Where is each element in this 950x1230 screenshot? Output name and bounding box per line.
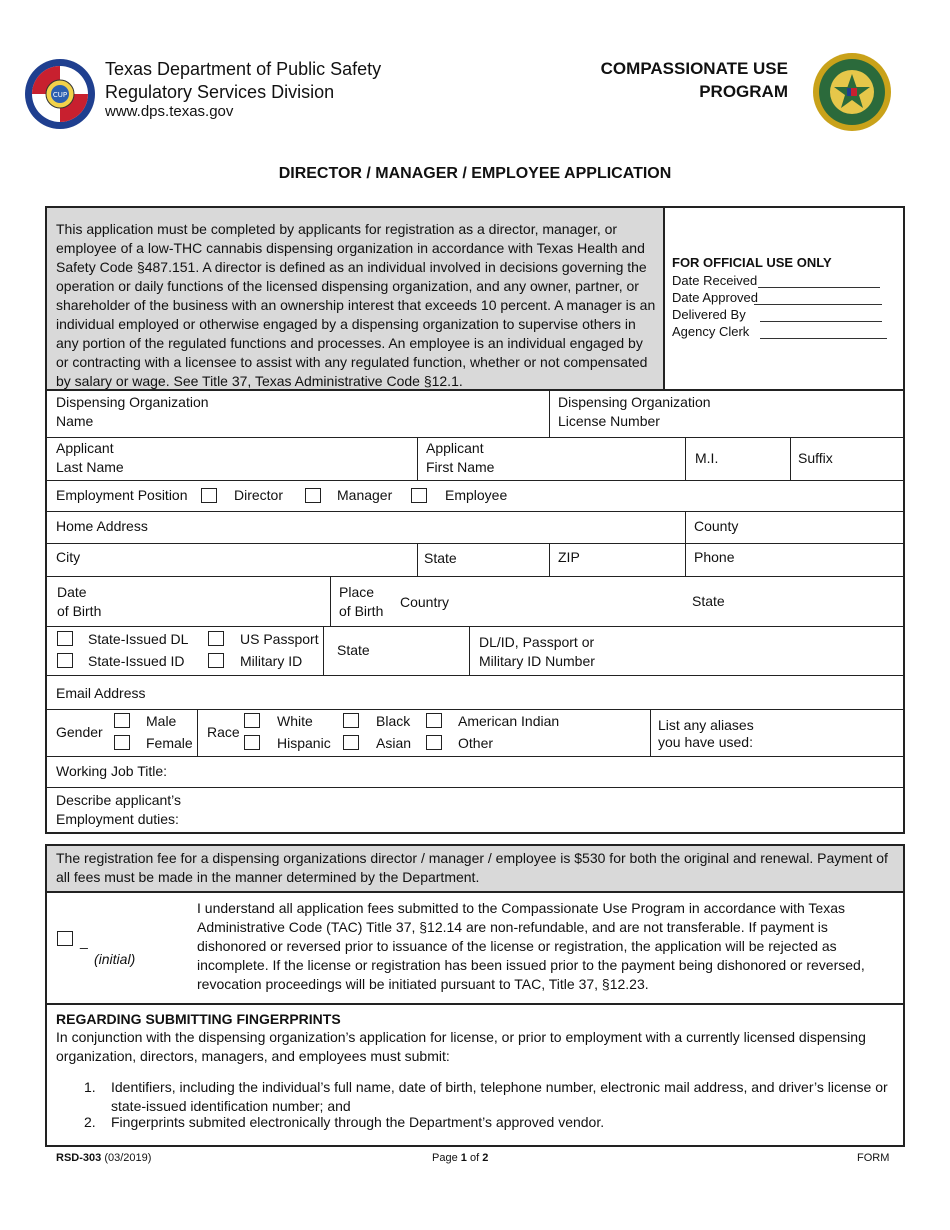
asian-checkbox[interactable] — [343, 735, 359, 750]
first-name-label-1: Applicant — [426, 440, 484, 456]
pob-state-label: State — [692, 593, 725, 609]
country-label: Country — [400, 594, 450, 610]
date-approved-label: Date Approved — [672, 290, 759, 305]
home-address-label: Home Address — [56, 518, 148, 534]
last-name-label-1: Applicant — [56, 440, 114, 456]
director-checkbox[interactable] — [201, 488, 217, 503]
form-label: FORM — [857, 1152, 890, 1164]
manager-label: Manager — [337, 487, 393, 503]
city-label: City — [56, 549, 81, 565]
employee-label: Employee — [445, 487, 508, 503]
other-race-label: Other — [458, 735, 494, 751]
black-checkbox[interactable] — [343, 713, 359, 728]
agency-name: Texas Department of Public Safety — [105, 59, 382, 79]
state-dl-checkbox[interactable] — [57, 631, 73, 646]
state-label: State — [424, 550, 457, 566]
us-passport-checkbox[interactable] — [208, 631, 224, 646]
male-label: Male — [146, 713, 177, 729]
fee-acknowledgement-text: I understand all application fees submitted to the Compassionate Use Program in accordance with Texas Administrative Code (TAC) Title 37, §12.14 are non-refundable, and are not transferable. If payment is dishonored or reversed prior to issuance of the license or registration, the application will be rejected as incomplete. If the license or registration has been issued prior to the payment being dishonored or reversed, revocation proceedings will be initiated pursuant to TAC, Title 37, §12.23. — [197, 900, 865, 992]
delivered-by-label: Delivered By — [672, 307, 746, 322]
white-checkbox[interactable] — [244, 713, 260, 728]
pob-label-2: of Birth — [339, 603, 384, 619]
org-license-label-1: Dispensing Organization — [558, 394, 711, 410]
military-id-label: Military ID — [240, 653, 303, 669]
fee-acknowledgement-checkbox[interactable] — [57, 931, 73, 946]
form-title: DIRECTOR / MANAGER / EMPLOYEE APPLICATION — [278, 165, 672, 182]
white-label: White — [277, 713, 313, 729]
asian-label: Asian — [376, 735, 412, 751]
division-name: Regulatory Services Division — [105, 82, 335, 102]
fee-notice: The registration fee for a dispensing organizations director / manager / employee is $530 for both the original and renewal. Payment of all fees must be made in the manner determined by the Department. — [56, 850, 888, 885]
id-number-label-2: Military ID Number — [479, 653, 595, 669]
last-name-label-2: Last Name — [56, 459, 124, 475]
form-id: RSD-303 (03/2019) — [56, 1152, 152, 1164]
director-label: Director — [234, 487, 284, 503]
employment-position-label: Employment Position — [56, 487, 188, 503]
fingerprint-item-2-number: 2. — [84, 1114, 96, 1130]
pob-label-1: Place — [339, 584, 375, 600]
state-id-label: State-Issued ID — [88, 653, 185, 669]
fingerprints-intro: In conjunction with the dispensing organization’s application for license, or prior to employment with a currently licensed dispensing organization, directors, managers, and employees must submit: — [56, 1029, 866, 1064]
org-name-label-2: Name — [56, 413, 94, 429]
suffix-label: Suffix — [798, 450, 833, 466]
org-license-label-2: License Number — [558, 413, 660, 429]
initial-blank[interactable]: _ — [80, 933, 88, 949]
intro-paragraph: This application must be completed by applicants for registration as a director, manager, or employee of a low-THC cannabis dispensing organization in accordance with Texas Health and Safety Code §487.151. A director is defined as an individual involved in decisions governing the operation or daily functions of the licensed dispensing organization, and any owner, partner, or shareholder of the business with an ownership interest that exceeds 10 percent. A manager is an individual employed or otherwise engaged by a dispensing organization to supervise others in any portion of the regulated functions and processes. An employee is an individual engaged by or contracting with a licensee to assist with any regulated function, whether or not compensated by salary or wage. See Title 37, Texas Administrative Code §12.1. — [56, 221, 656, 389]
fingerprints-heading: REGARDING SUBMITTING FINGERPRINTS — [56, 1011, 341, 1027]
job-title-label: Working Job Title: — [56, 763, 168, 779]
first-name-label-2: First Name — [426, 459, 495, 475]
id-number-label-1: DL/ID, Passport or — [479, 634, 595, 650]
org-name-label-1: Dispensing Organization — [56, 394, 209, 410]
manager-checkbox[interactable] — [305, 488, 321, 503]
american-indian-label: American Indian — [458, 713, 560, 729]
hispanic-label: Hispanic — [277, 735, 331, 751]
county-label: County — [694, 518, 739, 534]
military-id-checkbox[interactable] — [208, 653, 224, 668]
hispanic-checkbox[interactable] — [244, 735, 260, 750]
official-use-heading: FOR OFFICIAL USE ONLY — [672, 255, 832, 270]
female-checkbox[interactable] — [114, 735, 130, 750]
black-label: Black — [376, 713, 411, 729]
aliases-label-1: List any aliases — [658, 717, 754, 733]
us-passport-label: US Passport — [240, 631, 319, 647]
dob-label-1: Date — [57, 584, 87, 600]
initial-label: (initial) — [94, 951, 136, 967]
svg-text:CUP: CUP — [52, 91, 68, 99]
mi-label: M.I. — [695, 450, 719, 466]
gender-label: Gender — [56, 724, 103, 740]
aliases-label-2: you have used: — [658, 734, 753, 750]
employee-checkbox[interactable] — [411, 488, 427, 503]
dps-seal-logo — [812, 52, 892, 132]
email-field[interactable] — [47, 676, 903, 709]
phone-label: Phone — [694, 549, 735, 565]
job-title-field[interactable] — [47, 757, 903, 787]
date-received-label: Date Received — [672, 273, 758, 288]
program-line-1: COMPASSIONATE USE — [600, 59, 788, 78]
state-id-checkbox[interactable] — [57, 653, 73, 668]
dob-label-2: of Birth — [57, 603, 102, 619]
cup-logo — [24, 58, 96, 130]
city-field[interactable] — [47, 544, 417, 576]
id-state-label: State — [337, 642, 370, 658]
fingerprint-item-2-text: Fingerprints submited electronically through the Department’s approved vendor. — [111, 1114, 605, 1130]
male-checkbox[interactable] — [114, 713, 130, 728]
agency-clerk-label: Agency Clerk — [672, 324, 750, 339]
race-label: Race — [207, 724, 240, 740]
fingerprint-item-1-text: Identifiers, including the individual’s full name, date of birth, telephone number, electronic mail address, and driver’s license or state-issued identification number; and — [111, 1079, 888, 1114]
page-number: Page 1 of 2 — [432, 1152, 489, 1164]
other-race-checkbox[interactable] — [426, 735, 442, 750]
american-indian-checkbox[interactable] — [426, 713, 442, 728]
duties-label-1: Describe applicant’s — [56, 792, 182, 808]
state-dl-label: State-Issued DL — [88, 631, 189, 647]
duties-label-2: Employment duties: — [56, 811, 179, 827]
email-label: Email Address — [56, 685, 146, 701]
program-line-2: PROGRAM — [699, 82, 788, 101]
zip-label: ZIP — [558, 549, 580, 565]
fingerprint-item-1-number: 1. — [84, 1079, 96, 1095]
female-label: Female — [146, 735, 193, 751]
agency-website[interactable]: www.dps.texas.gov — [105, 103, 234, 120]
